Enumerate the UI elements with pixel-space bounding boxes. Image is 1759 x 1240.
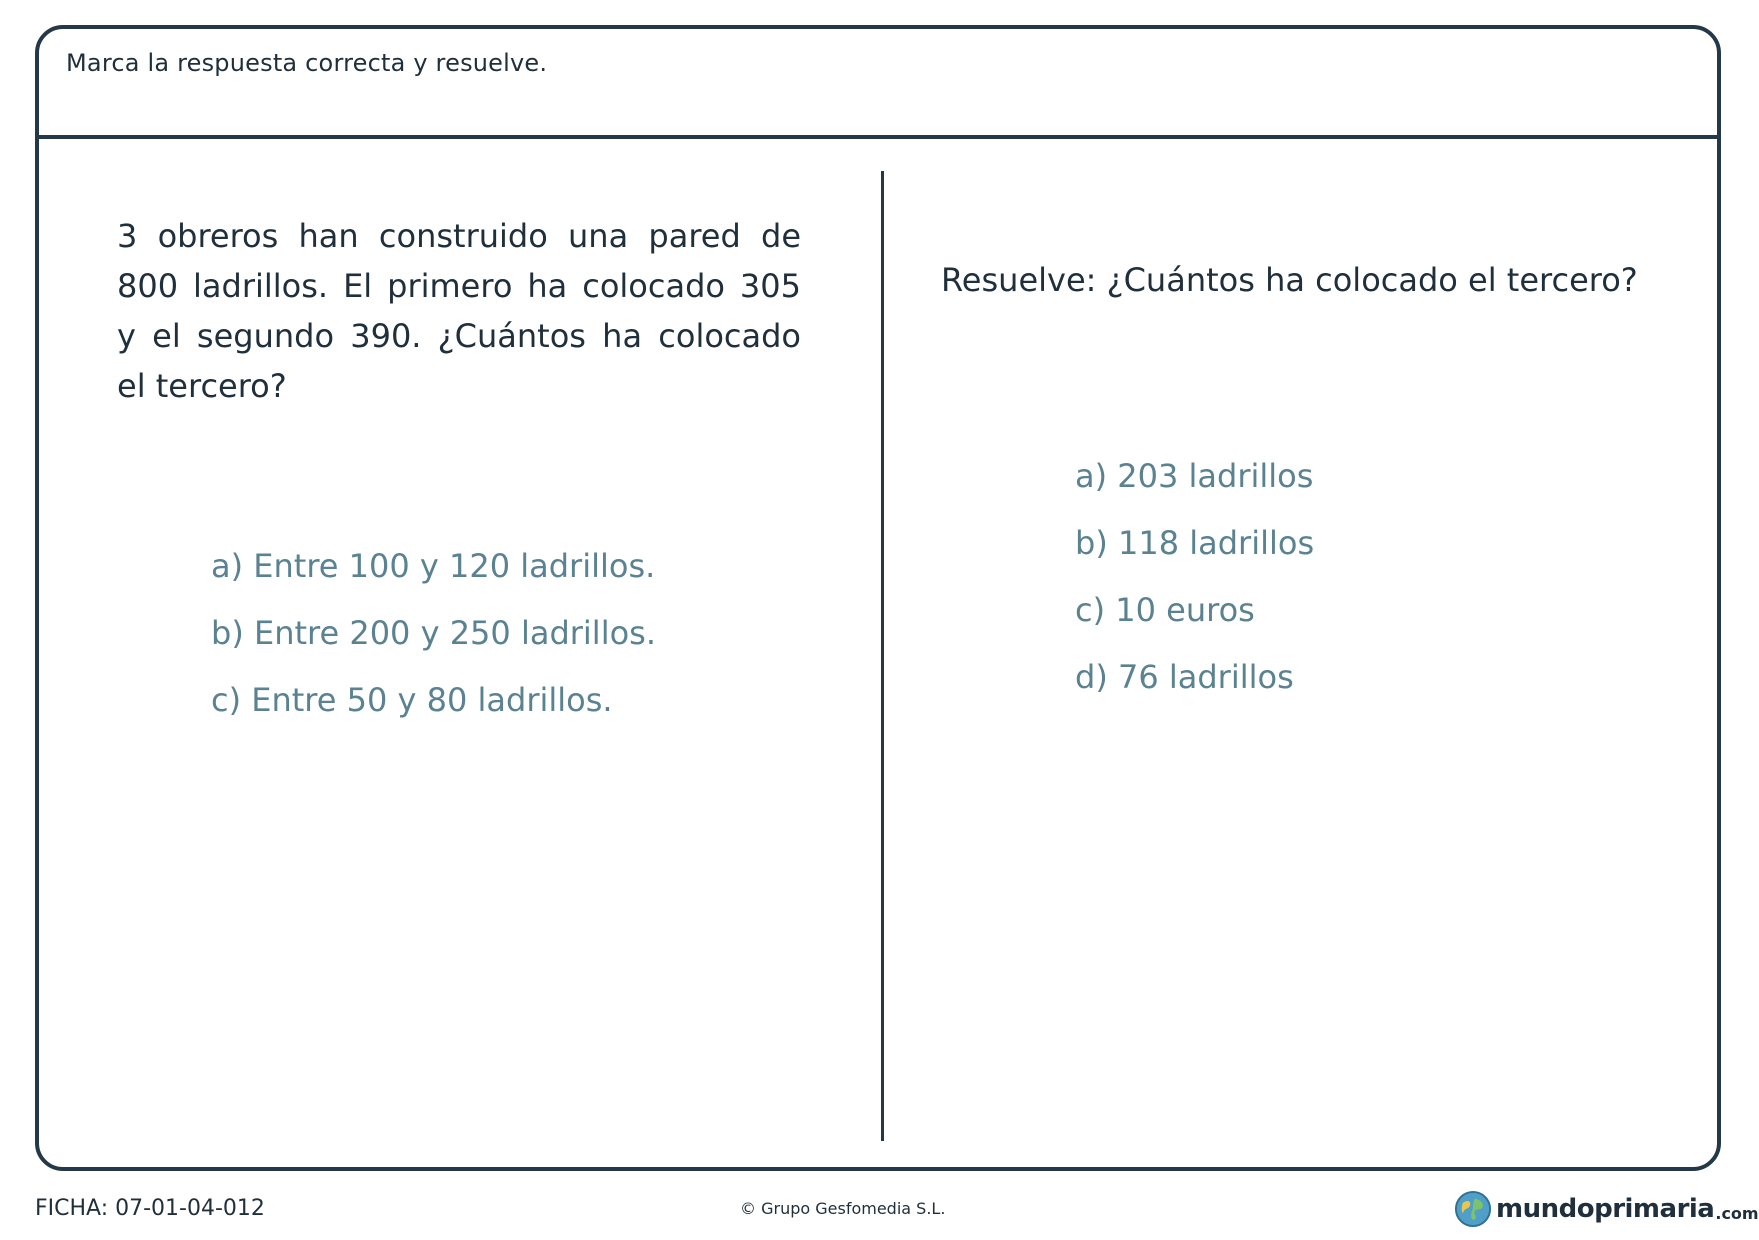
left-option-b[interactable]: b) Entre 200 y 250 ladrillos.	[211, 614, 656, 652]
brand-tld: .com	[1715, 1203, 1759, 1223]
brand-logo[interactable]	[1454, 1190, 1759, 1228]
worksheet-code: FICHA: 07-01-04-012	[35, 1196, 265, 1221]
left-option-c[interactable]: c) Entre 50 y 80 ladrillos.	[211, 681, 613, 719]
copyright-notice: © Grupo Gesfomedia S.L.	[740, 1199, 946, 1218]
globe-icon	[1454, 1190, 1492, 1228]
right-option-a[interactable]: a) 203 ladrillos	[1075, 457, 1314, 495]
right-options-list	[1075, 443, 1314, 711]
solve-prompt: Resuelve: ¿Cuántos ha colocado el tercero?	[941, 261, 1638, 299]
left-option-a[interactable]: a) Entre 100 y 120 ladrillos.	[211, 547, 656, 585]
right-option-b[interactable]: b) 118 ladrillos	[1075, 524, 1315, 562]
right-option-d[interactable]: d) 76 ladrillos	[1075, 658, 1294, 696]
brand-name: mundoprimaria	[1496, 1194, 1715, 1224]
left-options-list	[211, 533, 656, 734]
right-option-c[interactable]: c) 10 euros	[1075, 591, 1255, 629]
worksheet-header	[39, 29, 1717, 139]
problem-statement: 3 obreros han construido una pared de 800 ladrillos. El primero ha colocado 305 y el segundo 390. ¿Cuántos ha colocado el tercero?	[117, 217, 801, 405]
column-divider	[881, 171, 884, 1141]
instruction-text: Marca la respuesta correcta y resuelve.	[66, 49, 548, 77]
worksheet-frame	[35, 25, 1721, 1171]
